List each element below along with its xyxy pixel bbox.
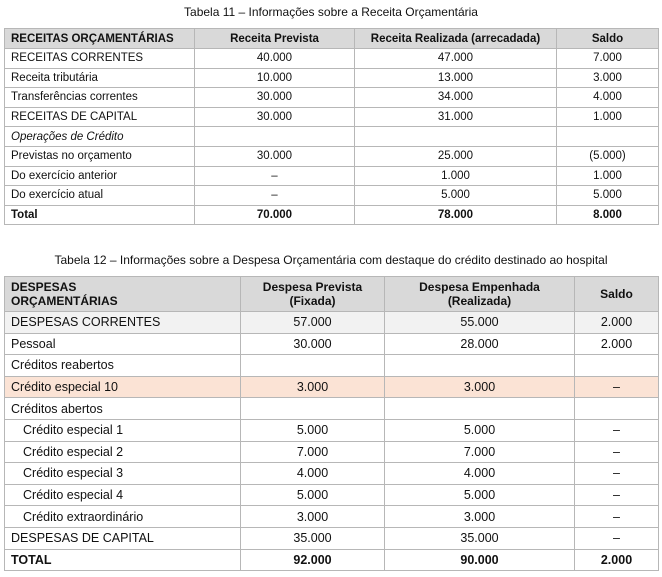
total-row xyxy=(5,549,659,571)
cell xyxy=(241,398,385,420)
cell: 35.000 xyxy=(385,527,575,549)
cell: 8.000 xyxy=(557,205,659,225)
row-label: Crédito especial 1 xyxy=(5,419,241,441)
row-label: Créditos abertos xyxy=(5,398,241,420)
table-row xyxy=(5,107,659,127)
row-label: Do exercício anterior xyxy=(5,166,195,186)
column-header: Receita Realizada (arrecadada) xyxy=(355,29,557,49)
total-row xyxy=(5,205,659,225)
column-header: RECEITAS ORÇAMENTÁRIAS xyxy=(5,29,195,49)
cell: 31.000 xyxy=(355,107,557,127)
cell: 78.000 xyxy=(355,205,557,225)
cell: – xyxy=(575,419,659,441)
table-row xyxy=(5,527,659,549)
row-label: Crédito especial 10 xyxy=(5,376,241,398)
cell xyxy=(241,355,385,377)
table-row xyxy=(5,463,659,485)
header-line: Saldo xyxy=(600,287,633,301)
cell: 4.000 xyxy=(241,463,385,485)
cell: 1.000 xyxy=(355,166,557,186)
table-header-row xyxy=(5,277,659,312)
header-line: DESPESAS xyxy=(11,280,77,294)
table-11 xyxy=(4,28,659,225)
cell: 30.000 xyxy=(195,88,355,108)
cell: 30.000 xyxy=(195,107,355,127)
column-header: Receita Prevista xyxy=(195,29,355,49)
cell: 40.000 xyxy=(195,49,355,69)
cell xyxy=(385,355,575,377)
table-header-row xyxy=(5,29,659,49)
cell: 25.000 xyxy=(355,146,557,166)
row-label: DESPESAS DE CAPITAL xyxy=(5,527,241,549)
table-row xyxy=(5,441,659,463)
table-row xyxy=(5,506,659,528)
table-row xyxy=(5,312,659,334)
row-label: Crédito especial 3 xyxy=(5,463,241,485)
table-row xyxy=(5,127,659,147)
row-label: Previstas no orçamento xyxy=(5,146,195,166)
cell: 70.000 xyxy=(195,205,355,225)
header-line: ORÇAMENTÁRIAS xyxy=(11,294,118,308)
cell: – xyxy=(575,484,659,506)
cell: 5.000 xyxy=(355,186,557,206)
cell: 3.000 xyxy=(557,68,659,88)
cell: – xyxy=(575,376,659,398)
row-label: Total xyxy=(5,205,195,225)
cell: – xyxy=(195,186,355,206)
cell: 92.000 xyxy=(241,549,385,571)
row-label: DESPESAS CORRENTES xyxy=(5,312,241,334)
header-line: Despesa Empenhada xyxy=(419,280,540,294)
cell: 34.000 xyxy=(355,88,557,108)
table-row xyxy=(5,398,659,420)
cell: 55.000 xyxy=(385,312,575,334)
row-label: Transferências correntes xyxy=(5,88,195,108)
column-header xyxy=(5,277,241,312)
table-11-caption: Tabela 11 – Informações sobre a Receita Orçamentária xyxy=(184,5,478,19)
cell: 7.000 xyxy=(241,441,385,463)
cell: 13.000 xyxy=(355,68,557,88)
cell: – xyxy=(575,441,659,463)
cell: 47.000 xyxy=(355,49,557,69)
cell: 4.000 xyxy=(557,88,659,108)
header-line: Despesa Prevista xyxy=(262,280,363,294)
table-row xyxy=(5,68,659,88)
cell: – xyxy=(195,166,355,186)
cell: – xyxy=(575,506,659,528)
cell xyxy=(575,398,659,420)
row-label: RECEITAS DE CAPITAL xyxy=(5,107,195,127)
cell: 4.000 xyxy=(385,463,575,485)
cell: 5.000 xyxy=(385,484,575,506)
cell: 57.000 xyxy=(241,312,385,334)
cell: 3.000 xyxy=(241,376,385,398)
table-row xyxy=(5,419,659,441)
header-line: (Fixada) xyxy=(289,294,336,308)
column-header xyxy=(385,277,575,312)
cell: 1.000 xyxy=(557,166,659,186)
cell: 3.000 xyxy=(385,376,575,398)
cell: 3.000 xyxy=(241,506,385,528)
cell: 35.000 xyxy=(241,527,385,549)
cell: 30.000 xyxy=(241,333,385,355)
table-row xyxy=(5,88,659,108)
row-label: Receita tributária xyxy=(5,68,195,88)
cell: 90.000 xyxy=(385,549,575,571)
cell: 3.000 xyxy=(385,506,575,528)
cell: 2.000 xyxy=(575,312,659,334)
cell: 5.000 xyxy=(241,419,385,441)
cell: 1.000 xyxy=(557,107,659,127)
cell: (5.000) xyxy=(557,146,659,166)
highlighted-row xyxy=(5,376,659,398)
header-line: (Realizada) xyxy=(447,294,512,308)
table-row xyxy=(5,333,659,355)
cell xyxy=(575,355,659,377)
row-label: Pessoal xyxy=(5,333,241,355)
row-label: Crédito especial 2 xyxy=(5,441,241,463)
table-row xyxy=(5,49,659,69)
table-12 xyxy=(4,276,659,571)
cell xyxy=(355,127,557,147)
cell xyxy=(385,398,575,420)
cell: 30.000 xyxy=(195,146,355,166)
row-label: Crédito especial 4 xyxy=(5,484,241,506)
column-header xyxy=(241,277,385,312)
column-header xyxy=(575,277,659,312)
cell: 5.000 xyxy=(557,186,659,206)
row-label: Operações de Crédito xyxy=(5,127,195,147)
cell: 5.000 xyxy=(385,419,575,441)
cell: 7.000 xyxy=(557,49,659,69)
cell: 2.000 xyxy=(575,333,659,355)
row-label: Créditos reabertos xyxy=(5,355,241,377)
cell: 7.000 xyxy=(385,441,575,463)
table-row xyxy=(5,146,659,166)
table-12-caption: Tabela 12 – Informações sobre a Despesa Orçamentária com destaque do crédito destinado ao hospital xyxy=(54,253,608,267)
table-row xyxy=(5,484,659,506)
row-label: Crédito extraordinário xyxy=(5,506,241,528)
cell: 2.000 xyxy=(575,549,659,571)
row-label: TOTAL xyxy=(5,549,241,571)
row-label: Do exercício atual xyxy=(5,186,195,206)
cell: 5.000 xyxy=(241,484,385,506)
cell: – xyxy=(575,527,659,549)
column-header: Saldo xyxy=(557,29,659,49)
row-label: RECEITAS CORRENTES xyxy=(5,49,195,69)
cell: 28.000 xyxy=(385,333,575,355)
cell: – xyxy=(575,463,659,485)
table-row xyxy=(5,355,659,377)
table-row xyxy=(5,186,659,206)
table-row xyxy=(5,166,659,186)
cell: 10.000 xyxy=(195,68,355,88)
cell xyxy=(195,127,355,147)
cell xyxy=(557,127,659,147)
